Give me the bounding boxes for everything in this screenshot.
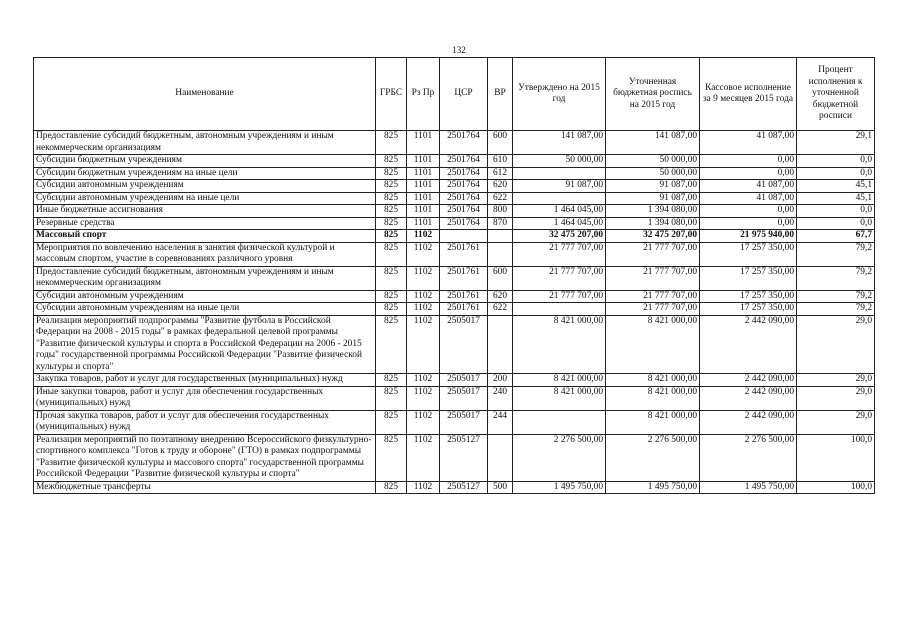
cell-percent: 0,0 <box>797 205 875 218</box>
cell-revised: 21 777 707,00 <box>606 242 700 266</box>
cell-vr: 620 <box>488 290 513 303</box>
cell-approved: 8 421 000,00 <box>513 315 606 374</box>
table-row <box>34 217 875 230</box>
cell-vr: 800 <box>488 205 513 218</box>
cell-percent: 79,2 <box>797 266 875 290</box>
cell-csr: 2501761 <box>440 242 488 266</box>
budget-execution-table <box>33 57 875 494</box>
cell-rzpr: 1102 <box>407 303 440 316</box>
cell-csr: 2501764 <box>440 167 488 180</box>
header-percent: Процент исполнения к уточненной бюджетной росписи <box>797 58 875 131</box>
cell-vr: 870 <box>488 217 513 230</box>
table-row <box>34 315 875 374</box>
cell-revised: 21 777 707,00 <box>606 290 700 303</box>
cell-csr: 2501764 <box>440 205 488 218</box>
cell-approved: 21 777 707,00 <box>513 266 606 290</box>
cell-name: Межбюджетные трансферты <box>34 481 376 494</box>
cell-revised: 50 000,00 <box>606 155 700 168</box>
cell-csr: 2505017 <box>440 386 488 410</box>
cell-csr: 2501761 <box>440 303 488 316</box>
header-cash: Кассовое исполнение за 9 месяцев 2015 года <box>700 58 797 131</box>
cell-cash: 2 442 090,00 <box>700 315 797 374</box>
cell-percent: 29,0 <box>797 374 875 387</box>
cell-approved <box>513 192 606 205</box>
cell-approved: 50 000,00 <box>513 155 606 168</box>
cell-name: Реализация мероприятий подпрограммы "Развитие футбола в Российской Федерации на 2008 - 2015 годы" в рамках федеральной целевой программы "Развитие физической культуры и спорта в Российской Федерации на 2006 - 2015 годы" государственной программы Российской Федерации "Развитие физической культуры и спорта" <box>34 315 376 374</box>
cell-rzpr: 1102 <box>407 434 440 481</box>
cell-approved: 1 464 045,00 <box>513 217 606 230</box>
cell-cash: 41 087,00 <box>700 192 797 205</box>
table-row <box>34 155 875 168</box>
table-row <box>34 481 875 494</box>
cell-rzpr: 1102 <box>407 266 440 290</box>
cell-vr: 622 <box>488 192 513 205</box>
cell-rzpr: 1101 <box>407 205 440 218</box>
cell-percent: 67,7 <box>797 230 875 243</box>
cell-grbs: 825 <box>376 374 407 387</box>
cell-approved <box>513 303 606 316</box>
cell-vr: 500 <box>488 481 513 494</box>
cell-name: Реализация мероприятий по поэтапному внедрению Всероссийского физкультурно-спортивного комплекса "Готов к труду и обороне" (ГТО) в рамках подпрограммы "Развитие физической культуры и массового спорта" государственной программы Российской Федерации "Развитие физической культуры и спорта" <box>34 434 376 481</box>
cell-cash: 41 087,00 <box>700 131 797 155</box>
cell-csr <box>440 230 488 243</box>
cell-cash: 2 276 500,00 <box>700 434 797 481</box>
cell-csr: 2501764 <box>440 217 488 230</box>
cell-percent: 29,0 <box>797 386 875 410</box>
cell-percent: 45,1 <box>797 192 875 205</box>
header-csr: ЦСР <box>440 58 488 131</box>
cell-rzpr: 1101 <box>407 217 440 230</box>
cell-revised: 91 087,00 <box>606 180 700 193</box>
cell-rzpr: 1101 <box>407 167 440 180</box>
cell-vr <box>488 315 513 374</box>
cell-csr: 2501761 <box>440 266 488 290</box>
cell-revised: 21 777 707,00 <box>606 266 700 290</box>
cell-approved: 91 087,00 <box>513 180 606 193</box>
cell-cash: 21 975 940,00 <box>700 230 797 243</box>
cell-revised: 8 421 000,00 <box>606 410 700 434</box>
cell-grbs: 825 <box>376 266 407 290</box>
cell-name: Закупка товаров, работ и услуг для государственных (муниципальных) нужд <box>34 374 376 387</box>
cell-grbs: 825 <box>376 155 407 168</box>
cell-grbs: 825 <box>376 205 407 218</box>
cell-grbs: 825 <box>376 230 407 243</box>
cell-approved: 1 495 750,00 <box>513 481 606 494</box>
cell-vr: 244 <box>488 410 513 434</box>
cell-percent: 29,0 <box>797 315 875 374</box>
table-row <box>34 410 875 434</box>
cell-name: Субсидии бюджетным учреждениям на иные цели <box>34 167 376 180</box>
cell-name: Субсидии автономным учреждениям <box>34 290 376 303</box>
cell-vr: 200 <box>488 374 513 387</box>
cell-grbs: 825 <box>376 167 407 180</box>
cell-revised: 1 394 080,00 <box>606 217 700 230</box>
cell-approved: 2 276 500,00 <box>513 434 606 481</box>
cell-approved: 1 464 045,00 <box>513 205 606 218</box>
cell-name: Иные бюджетные ассигнования <box>34 205 376 218</box>
cell-percent: 100,0 <box>797 481 875 494</box>
cell-name: Субсидии бюджетным учреждениям <box>34 155 376 168</box>
table-row <box>34 374 875 387</box>
table-row <box>34 192 875 205</box>
cell-cash: 0,00 <box>700 155 797 168</box>
cell-approved: 8 421 000,00 <box>513 374 606 387</box>
cell-vr: 620 <box>488 180 513 193</box>
cell-percent: 0,0 <box>797 217 875 230</box>
cell-grbs: 825 <box>376 303 407 316</box>
cell-cash: 0,00 <box>700 205 797 218</box>
cell-vr <box>488 242 513 266</box>
table-row <box>34 303 875 316</box>
cell-csr: 2505127 <box>440 434 488 481</box>
table-row <box>34 386 875 410</box>
cell-rzpr: 1101 <box>407 155 440 168</box>
cell-grbs: 825 <box>376 290 407 303</box>
cell-percent: 29,0 <box>797 410 875 434</box>
cell-rzpr: 1102 <box>407 410 440 434</box>
header-vr: ВР <box>488 58 513 131</box>
cell-vr: 612 <box>488 167 513 180</box>
cell-approved: 8 421 000,00 <box>513 386 606 410</box>
page-number: 132 <box>452 45 466 55</box>
cell-vr: 622 <box>488 303 513 316</box>
cell-revised: 2 276 500,00 <box>606 434 700 481</box>
cell-percent: 29,1 <box>797 131 875 155</box>
cell-revised: 1 495 750,00 <box>606 481 700 494</box>
cell-cash: 0,00 <box>700 217 797 230</box>
cell-revised: 91 087,00 <box>606 192 700 205</box>
cell-cash: 2 442 090,00 <box>700 410 797 434</box>
cell-approved <box>513 410 606 434</box>
cell-percent: 79,2 <box>797 290 875 303</box>
cell-grbs: 825 <box>376 410 407 434</box>
header-rzpr: Рз Пр <box>407 58 440 131</box>
cell-rzpr: 1101 <box>407 192 440 205</box>
cell-grbs: 825 <box>376 217 407 230</box>
table-header-row <box>34 58 875 131</box>
cell-grbs: 825 <box>376 315 407 374</box>
cell-grbs: 825 <box>376 481 407 494</box>
cell-cash: 17 257 350,00 <box>700 303 797 316</box>
cell-vr: 600 <box>488 266 513 290</box>
cell-vr <box>488 434 513 481</box>
cell-revised: 21 777 707,00 <box>606 303 700 316</box>
table-row <box>34 205 875 218</box>
cell-name: Субсидии автономным учреждениям на иные цели <box>34 303 376 316</box>
cell-approved: 21 777 707,00 <box>513 290 606 303</box>
cell-name: Иные закупки товаров, работ и услуг для обеспечения государственных (муниципальных) нужд <box>34 386 376 410</box>
cell-csr: 2505017 <box>440 410 488 434</box>
cell-rzpr: 1102 <box>407 242 440 266</box>
cell-name: Массовый спорт <box>34 230 376 243</box>
table-row <box>34 290 875 303</box>
cell-rzpr: 1102 <box>407 230 440 243</box>
cell-grbs: 825 <box>376 192 407 205</box>
cell-csr: 2505017 <box>440 315 488 374</box>
cell-rzpr: 1101 <box>407 180 440 193</box>
cell-grbs: 825 <box>376 131 407 155</box>
cell-cash: 41 087,00 <box>700 180 797 193</box>
cell-rzpr: 1102 <box>407 315 440 374</box>
header-grbs: ГРБС <box>376 58 407 131</box>
cell-cash: 17 257 350,00 <box>700 290 797 303</box>
cell-vr <box>488 230 513 243</box>
cell-percent: 79,2 <box>797 303 875 316</box>
cell-approved: 32 475 207,00 <box>513 230 606 243</box>
cell-grbs: 825 <box>376 434 407 481</box>
cell-cash: 2 442 090,00 <box>700 374 797 387</box>
cell-name: Субсидии автономным учреждениям на иные цели <box>34 192 376 205</box>
cell-approved: 21 777 707,00 <box>513 242 606 266</box>
table-row <box>34 230 875 243</box>
cell-csr: 2501761 <box>440 290 488 303</box>
table-row <box>34 131 875 155</box>
header-revised: Уточненная бюджетная роспись на 2015 год <box>606 58 700 131</box>
cell-name: Предоставление субсидий бюджетным, автономным учреждениям и иным некоммерческим организациям <box>34 131 376 155</box>
cell-csr: 2501764 <box>440 155 488 168</box>
cell-grbs: 825 <box>376 242 407 266</box>
cell-percent: 0,0 <box>797 167 875 180</box>
cell-cash: 17 257 350,00 <box>700 266 797 290</box>
cell-grbs: 825 <box>376 386 407 410</box>
cell-cash: 0,00 <box>700 167 797 180</box>
cell-name: Предоставление субсидий бюджетным, автономным учреждениям и иным некоммерческим организациям <box>34 266 376 290</box>
cell-cash: 1 495 750,00 <box>700 481 797 494</box>
cell-vr: 240 <box>488 386 513 410</box>
cell-percent: 45,1 <box>797 180 875 193</box>
cell-cash: 2 442 090,00 <box>700 386 797 410</box>
cell-vr: 600 <box>488 131 513 155</box>
table-row <box>34 434 875 481</box>
cell-name: Резервные средства <box>34 217 376 230</box>
header-name: Наименование <box>34 58 376 131</box>
table-row <box>34 167 875 180</box>
cell-revised: 50 000,00 <box>606 167 700 180</box>
cell-percent: 0,0 <box>797 155 875 168</box>
cell-vr: 610 <box>488 155 513 168</box>
cell-rzpr: 1102 <box>407 386 440 410</box>
cell-name: Мероприятия по вовлечению населения в занятия физической культурой и массовым спортом, участие в соревнованиях различного уровня <box>34 242 376 266</box>
cell-approved <box>513 167 606 180</box>
cell-name: Субсидии автономным учреждениям <box>34 180 376 193</box>
header-approved: Утверждено на 2015 год <box>513 58 606 131</box>
cell-revised: 8 421 000,00 <box>606 374 700 387</box>
cell-grbs: 825 <box>376 180 407 193</box>
cell-rzpr: 1101 <box>407 131 440 155</box>
table-row <box>34 266 875 290</box>
table-row <box>34 180 875 193</box>
cell-csr: 2505017 <box>440 374 488 387</box>
cell-percent: 79,2 <box>797 242 875 266</box>
cell-csr: 2501764 <box>440 131 488 155</box>
cell-rzpr: 1102 <box>407 290 440 303</box>
cell-revised: 141 087,00 <box>606 131 700 155</box>
cell-cash: 17 257 350,00 <box>700 242 797 266</box>
cell-revised: 32 475 207,00 <box>606 230 700 243</box>
cell-name: Прочая закупка товаров, работ и услуг для обеспечения государственных (муниципальных) нужд <box>34 410 376 434</box>
cell-approved: 141 087,00 <box>513 131 606 155</box>
cell-csr: 2501764 <box>440 192 488 205</box>
cell-rzpr: 1102 <box>407 481 440 494</box>
cell-csr: 2501764 <box>440 180 488 193</box>
cell-rzpr: 1102 <box>407 374 440 387</box>
cell-revised: 8 421 000,00 <box>606 315 700 374</box>
cell-revised: 1 394 080,00 <box>606 205 700 218</box>
table-row <box>34 242 875 266</box>
cell-revised: 8 421 000,00 <box>606 386 700 410</box>
cell-percent: 100,0 <box>797 434 875 481</box>
cell-csr: 2505127 <box>440 481 488 494</box>
